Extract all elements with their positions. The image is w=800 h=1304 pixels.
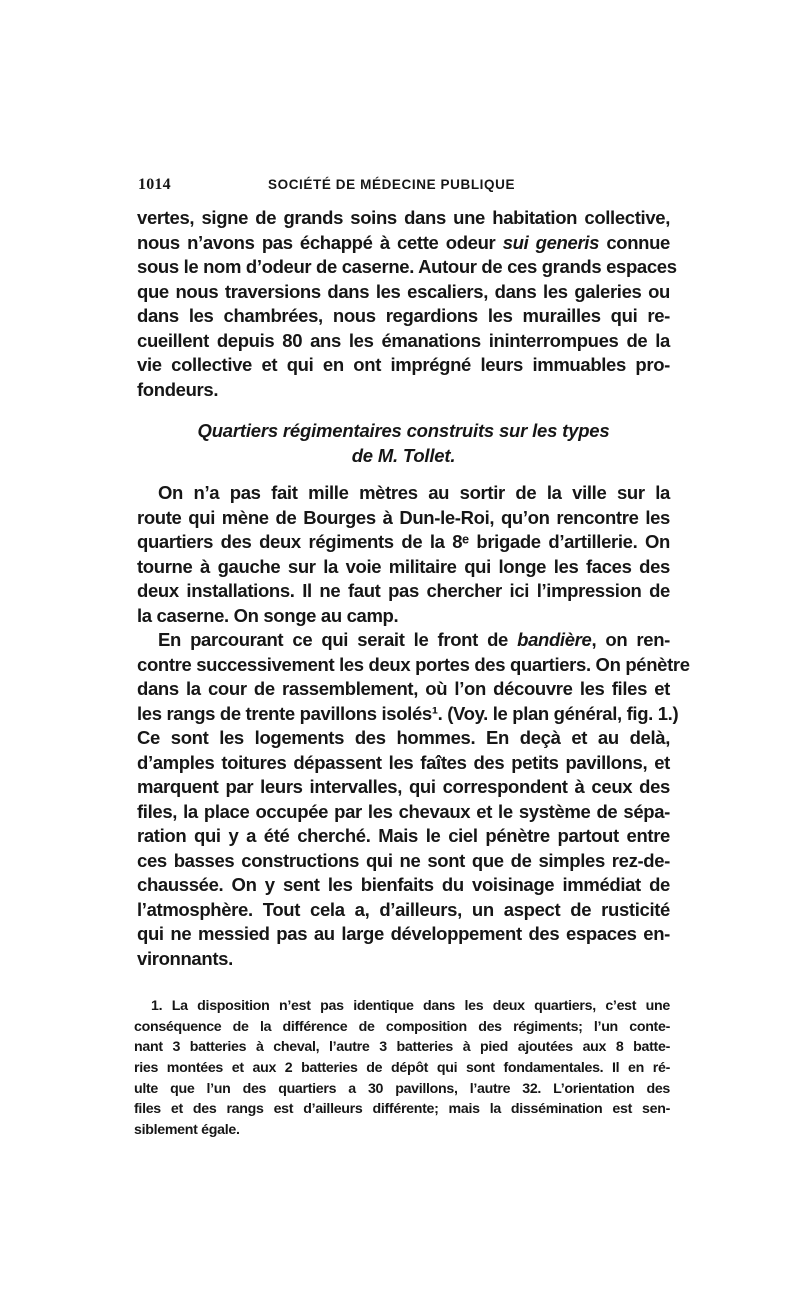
section-heading-line: Quartiers régimentaires construits sur les types	[197, 420, 610, 441]
text-fragment: , on ren-	[591, 629, 670, 650]
text-line: route qui mène de Bourges à Dun-le-Roi, qu’on rencontre les	[137, 506, 670, 528]
footnote	[134, 996, 670, 1141]
text-line: deux installations. Il ne faut pas chercher ici l’impression de	[137, 580, 670, 601]
footnote-line: ulte que l’un des quartiers a 30 pavillons, l’autre 32. L’orientation des	[134, 1080, 670, 1097]
text-line: fondeurs.	[137, 378, 219, 400]
text-line: ces basses constructions qui ne sont que de simples rez-de-	[137, 849, 670, 871]
text-line: vertes, signe de grands soins dans une habitation collective,	[137, 207, 670, 228]
footnote-line: files et des rangs est d’ailleurs différente; mais la dissémination est sen-	[134, 1101, 670, 1118]
paragraph-3	[137, 628, 690, 971]
text-line: dans les chambrées, nous regardions les murailles qui re-	[137, 305, 670, 326]
text-line: chaussée. On y sent les bienfaits du voisinage immédiat de	[137, 874, 670, 895]
text-line: qui ne messied pas au large développement des espaces en-	[137, 923, 670, 944]
italic-phrase: sui generis	[502, 231, 600, 253]
text-fragment: nous n’avons pas échappé à cette odeur	[137, 231, 503, 253]
running-head	[138, 176, 673, 198]
footnote-line: nant 3 batteries à cheval, l’autre 3 batteries à pied ajoutées aux 8 batte-	[134, 1039, 670, 1056]
text-line: les rangs de trente pavillons isolés¹. (Voy. le plan général, fig. 1.)	[137, 702, 679, 724]
text-line: cueillent depuis 80 ans les émanations ininterrompues de la	[137, 329, 670, 351]
text-line: marquent par leurs intervalles, qui correspondent à ceux des	[137, 776, 670, 797]
running-head-title: SOCIÉTÉ DE MÉDECINE PUBLIQUE	[268, 177, 516, 192]
text-line: la caserne. On songe au camp.	[137, 604, 399, 626]
text-line: tourne à gauche sur la voie militaire qui longe les faces des	[137, 555, 670, 577]
section-heading	[137, 418, 670, 468]
footnote-line: conséquence de la différence de composition des régiments; l’un conte-	[134, 1018, 670, 1035]
text-line: contre successivement les deux portes des quartiers. On pénètre	[137, 653, 690, 675]
text-line: vie collective et qui en ont imprégné leurs immuables pro-	[137, 354, 670, 375]
text-line: sous le nom d’odeur de caserne. Autour de ces grands espaces	[137, 256, 677, 277]
footnote-line: siblement égale.	[134, 1122, 240, 1139]
text-line: l’atmosphère. Tout cela a, d’ailleurs, un aspect de rusticité	[137, 898, 670, 920]
italic-word: bandière	[517, 629, 592, 650]
footnote-line: ries montées et aux 2 batteries de dépôt qui sont fondamentales. Il en ré-	[134, 1060, 670, 1077]
text-line	[137, 628, 670, 653]
text-line: quartiers des deux régiments de la 8ᵉ brigade d’artillerie. On	[137, 531, 670, 552]
text-line: files, la place occupée par les chevaux et le système de sépa-	[137, 800, 670, 822]
text-line: Ce sont les logements des hommes. En deçà et au delà,	[137, 727, 670, 748]
text-line: vironnants.	[137, 947, 233, 969]
text-fragment: connue	[599, 231, 670, 253]
text-line	[137, 231, 670, 256]
paragraph-1	[137, 206, 677, 402]
text-line: ration qui y a été cherché. Mais le ciel pénètre partout entre	[137, 825, 670, 846]
text-line: d’amples toitures dépassent les faîtes des petits pavillons, et	[137, 751, 670, 773]
text-line: dans la cour de rassemblement, où l’on découvre les files et	[137, 678, 670, 699]
footnote-line: 1. La disposition n’est pas identique dans les deux quartiers, c’est une	[151, 998, 670, 1014]
section-heading-line: de M. Tollet.	[351, 445, 456, 466]
page-number: 1014	[138, 176, 171, 193]
text-line: que nous traversions dans les escaliers, dans les galeries ou	[137, 280, 670, 302]
paragraph-2	[137, 481, 670, 628]
text-line: On n’a pas fait mille mètres au sortir de la ville sur la	[158, 482, 670, 503]
text-fragment: En parcourant ce qui serait le front de	[158, 629, 518, 650]
